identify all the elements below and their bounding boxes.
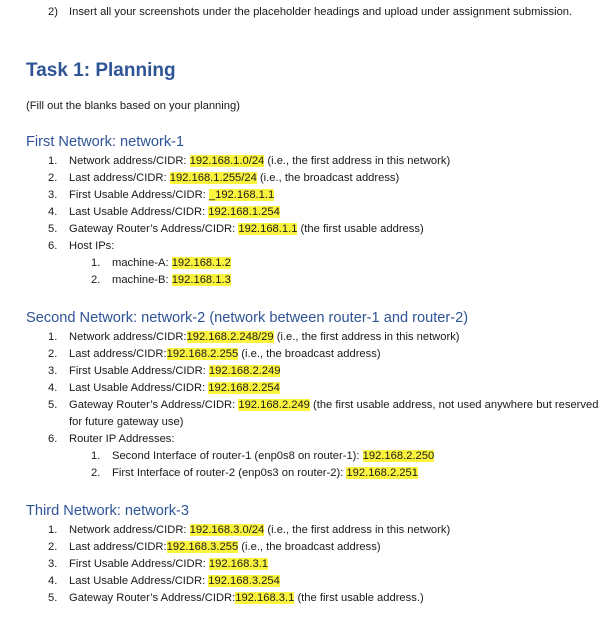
list-item: 1. Network address/CIDR: 192.168.1.0/24 (i.e., the first address in this network)	[48, 155, 451, 167]
last-usable-value: 192.168.2.254	[208, 382, 280, 394]
network-1-list	[48, 153, 608, 289]
list-item: 4. Last Usable Address/CIDR: 192.168.1.254	[48, 206, 280, 218]
intro-text: Insert all your screenshots under the placeholder headings and upload under assignment submission.	[69, 6, 573, 18]
sub-list-item: 2. First Interface of router-2 (enp0s3 on router-2): 192.168.2.251	[91, 467, 418, 479]
list-item: 5. Gateway Router’s Address/CIDR:192.168.3.1 (the first usable address.)	[48, 592, 424, 604]
network-address-value: 192.168.2.248/29	[186, 331, 274, 343]
last-usable-value: 192.168.1.254	[208, 206, 280, 218]
list-item: 3. First Usable Address/CIDR: 192.168.3.1	[48, 558, 268, 570]
intro-instruction	[48, 4, 588, 21]
list-item: 6. Host IPs: 1. machine-A: 192.168.1.2 2. machine-B: 192.168.1.3	[48, 238, 608, 289]
list-item: 2. Last address/CIDR:192.168.2.255 (i.e., the broadcast address)	[48, 348, 381, 360]
list-item: 5. Gateway Router’s Address/CIDR: 192.168.1.1 (the first usable address)	[48, 223, 424, 235]
router-ip-value: 192.168.2.250	[362, 450, 435, 462]
last-address-value: 192.168.2.255	[166, 348, 239, 360]
network-3-heading: Third Network: network-3	[26, 503, 190, 519]
list-item: 3. First Usable Address/CIDR: _192.168.1.1	[48, 189, 275, 201]
host-ip-list	[69, 255, 608, 289]
last-usable-value: 192.168.3.254	[208, 575, 280, 587]
list-item: 2. Last address/CIDR:192.168.3.255 (i.e., the broadcast address)	[48, 541, 381, 553]
list-item: 4. Last Usable Address/CIDR: 192.168.3.254	[48, 575, 280, 587]
list-item: 5. Gateway Router’s Address/CIDR: 192.168.2.249 (the first usable address, not used anywhere but reserved for future gateway use)	[48, 399, 599, 428]
list-item: 1. Network address/CIDR:192.168.2.248/29 (i.e., the first address in this network)	[48, 331, 460, 343]
first-usable-value: _192.168.1.1	[208, 189, 275, 201]
list-item: 3. First Usable Address/CIDR: 192.168.2.249	[48, 365, 281, 377]
network-3-list	[48, 522, 608, 607]
task-title: Task 1: Planning	[26, 60, 176, 81]
router-ip-value: 192.168.2.251	[346, 467, 418, 479]
gateway-value: 192.168.1.1	[238, 223, 298, 235]
network-1-heading: First Network: network-1	[26, 134, 185, 150]
gateway-value: 192.168.3.1	[235, 592, 295, 604]
last-address-value: 192.168.1.255/24	[169, 172, 257, 184]
fill-instruction: (Fill out the blanks based on your planning)	[26, 100, 240, 112]
gateway-value: 192.168.2.249	[238, 399, 310, 411]
network-2-list	[48, 329, 608, 482]
host-ip-value: 192.168.1.3	[171, 274, 231, 286]
list-item: 2. Last address/CIDR: 192.168.1.255/24 (i.e., the broadcast address)	[48, 172, 400, 184]
intro-number: 2)	[48, 6, 58, 18]
host-ip-value: 192.168.1.2	[171, 257, 231, 269]
first-usable-value: 192.168.3.1	[208, 558, 268, 570]
list-item: 6. Router IP Addresses: 1. Second Interface of router-1 (enp0s8 on router-1): 192.168.2.250 2. First Interface of router-2 (enp0s3 on router-2): 192.168.2.251	[48, 431, 608, 482]
sub-list-item: 1. machine-A: 192.168.1.2	[91, 257, 231, 269]
list-item: 1. Network address/CIDR: 192.168.3.0/24 (i.e., the first address in this network)	[48, 524, 451, 536]
network-address-value: 192.168.3.0/24	[189, 524, 265, 536]
list-item: 4. Last Usable Address/CIDR: 192.168.2.254	[48, 382, 280, 394]
last-address-value: 192.168.3.255	[166, 541, 239, 553]
first-usable-value: 192.168.2.249	[208, 365, 281, 377]
sub-list-item: 2. machine-B: 192.168.1.3	[91, 274, 231, 286]
sub-list-item: 1. Second Interface of router-1 (enp0s8 on router-1): 192.168.2.250	[91, 450, 435, 462]
router-ip-list	[69, 448, 608, 482]
network-address-value: 192.168.1.0/24	[189, 155, 265, 167]
network-2-heading: Second Network: network-2 (network between router-1 and router-2)	[26, 310, 469, 326]
